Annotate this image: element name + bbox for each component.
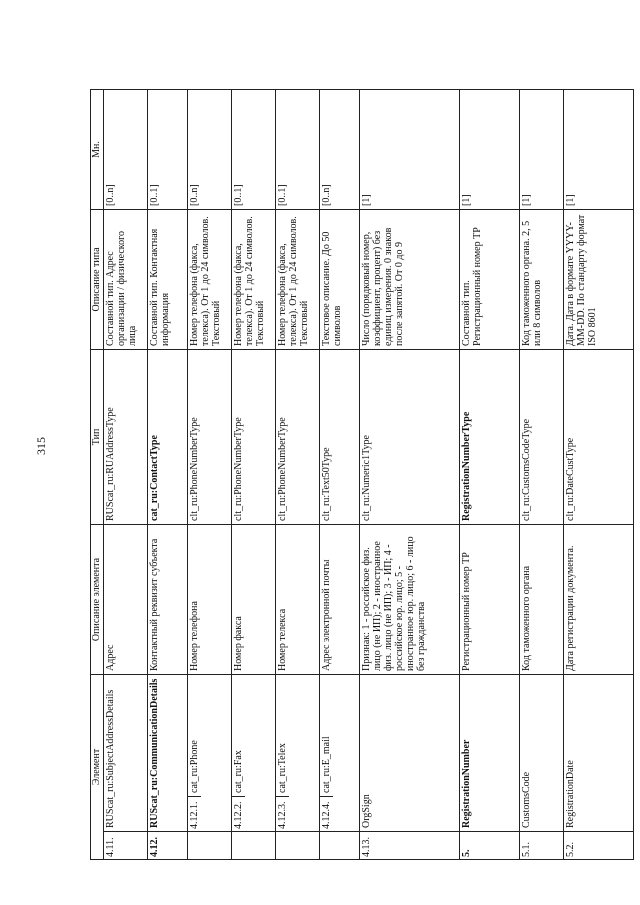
multiplicity: [0..n]: [188, 89, 232, 209]
sub-row-number: 4.12.2.: [232, 796, 245, 831]
type-name: clt_ru:CustomsCodeType: [520, 349, 564, 524]
element-name-cell: [188, 674, 232, 831]
header-element-description: Описание элемента: [91, 524, 104, 674]
header-multiplicity: Мн.: [91, 89, 104, 209]
element-name: CustomsCode: [520, 674, 564, 831]
header-type-description: Описание типа: [91, 209, 104, 349]
type-name: clt_ru:PhoneNumberType: [276, 349, 320, 524]
type-name: clt_ru:Numeric1Type: [360, 349, 460, 524]
type-description: Составной тип. Регистрационный номер ТР: [460, 209, 520, 349]
element-name: cat_ru:Phone: [189, 740, 200, 793]
table-container: [90, 90, 605, 860]
sub-row-number: 4.12.1.: [188, 796, 201, 831]
table-row: [104, 89, 148, 859]
element-description: Адрес: [104, 524, 148, 674]
table-row: [360, 89, 460, 859]
header-row: [91, 89, 104, 859]
row-number: 5.: [460, 832, 520, 860]
type-description: Текстовое описание. До 50 символов: [320, 209, 360, 349]
table-row: [232, 89, 276, 859]
type-name: clt_ru:PhoneNumberType: [188, 349, 232, 524]
table-row: [460, 89, 520, 859]
multiplicity: [0..1]: [232, 89, 276, 209]
type-description: Число (порядковый номер, коэффициент, процент) без единиц измерения. 0 знаков после запятой. От 0 до 9: [360, 209, 460, 349]
element-description: Адрес электронной почты: [320, 524, 360, 674]
element-description: Признак: 1 - российское физ. лицо (не ИП); 2 - иностранное физ. лицо (не ИП); 3 - ИП; 4 - российское юр. лицо; 5 - иностранное юр. лицо; 6 - лицо без гражданства: [360, 524, 460, 674]
multiplicity: [1]: [564, 89, 634, 209]
element-description: Контактный реквизит субъекта: [148, 524, 188, 674]
element-name: RUScat_ru:CommunicationDetails: [148, 674, 188, 831]
row-number: 4.11.: [104, 832, 148, 860]
element-name: OrgSign: [360, 674, 460, 831]
type-description: Код таможенного органа. 2, 5 или 8 символов: [520, 209, 564, 349]
multiplicity: [0..n]: [320, 89, 360, 209]
multiplicity: [0..1]: [148, 89, 188, 209]
row-number: [188, 832, 232, 860]
type-description: Номер телефона (факса, телекса). От 1 до 24 символов. Текстовый: [232, 209, 276, 349]
type-name: RUScat_ru:RUAddressType: [104, 349, 148, 524]
row-number: 5.1.: [520, 832, 564, 860]
element-description: Код таможенного органа: [520, 524, 564, 674]
multiplicity: [1]: [520, 89, 564, 209]
element-name: RUScat_ru:SubjectAddressDetails: [104, 674, 148, 831]
row-number: [320, 832, 360, 860]
row-number: [276, 832, 320, 860]
type-name: clt_ru:PhoneNumberType: [232, 349, 276, 524]
row-number: 4.12.: [148, 832, 188, 860]
page-number: 315: [34, 437, 48, 455]
type-description: Составной тип. Адрес организации / физического лица: [104, 209, 148, 349]
type-description: Номер телефона (факса, телекса). От 1 до 24 символов. Текстовый: [276, 209, 320, 349]
multiplicity: [0..1]: [276, 89, 320, 209]
element-description: Номер телекса: [276, 524, 320, 674]
table-row: [320, 89, 360, 859]
multiplicity: [1]: [460, 89, 520, 209]
element-name: cat_ru:Telex: [277, 743, 288, 793]
type-name: clt_ru:Text50Type: [320, 349, 360, 524]
type-name: clt_ru:DateCustType: [564, 349, 634, 524]
row-number: 5.2.: [564, 832, 634, 860]
type-description: Составной тип. Контактная информация: [148, 209, 188, 349]
element-description: Номер телефона: [188, 524, 232, 674]
table-row: [188, 89, 232, 859]
multiplicity: [1]: [360, 89, 460, 209]
element-name: RegistrationDate: [564, 674, 634, 831]
multiplicity: [0..n]: [104, 89, 148, 209]
table-row: [148, 89, 188, 859]
sub-row-number: 4.12.3.: [276, 796, 289, 831]
element-name-cell: [276, 674, 320, 831]
element-name-cell: [232, 674, 276, 831]
type-name: RegistrationNumberType: [460, 349, 520, 524]
sub-row-number: 4.12.4.: [320, 796, 333, 831]
header-element: Элемент: [91, 674, 104, 859]
header-type: Тип: [91, 349, 104, 524]
elements-table: [90, 89, 634, 860]
type-description: Дата. Дата в формате YYYY-MM-DD. По стандарту формат ISO 8601: [564, 209, 634, 349]
element-description: Номер факса: [232, 524, 276, 674]
element-name: cat_ru:Fax: [233, 750, 244, 793]
row-number: [232, 832, 276, 860]
element-name: cat_ru:E_mail: [321, 736, 332, 793]
type-description: Номер телефона (факса, телекса). От 1 до 24 символов. Текстовый: [188, 209, 232, 349]
type-name: cat_ru:ContactType: [148, 349, 188, 524]
element-description: Дата регистрации документа.: [564, 524, 634, 674]
element-name: RegistrationNumber: [460, 674, 520, 831]
element-description: Регистрационный номер ТР: [460, 524, 520, 674]
table-row: [520, 89, 564, 859]
table-row: [564, 89, 634, 859]
row-number: 4.13.: [360, 832, 460, 860]
table-row: [276, 89, 320, 859]
element-name-cell: [320, 674, 360, 831]
